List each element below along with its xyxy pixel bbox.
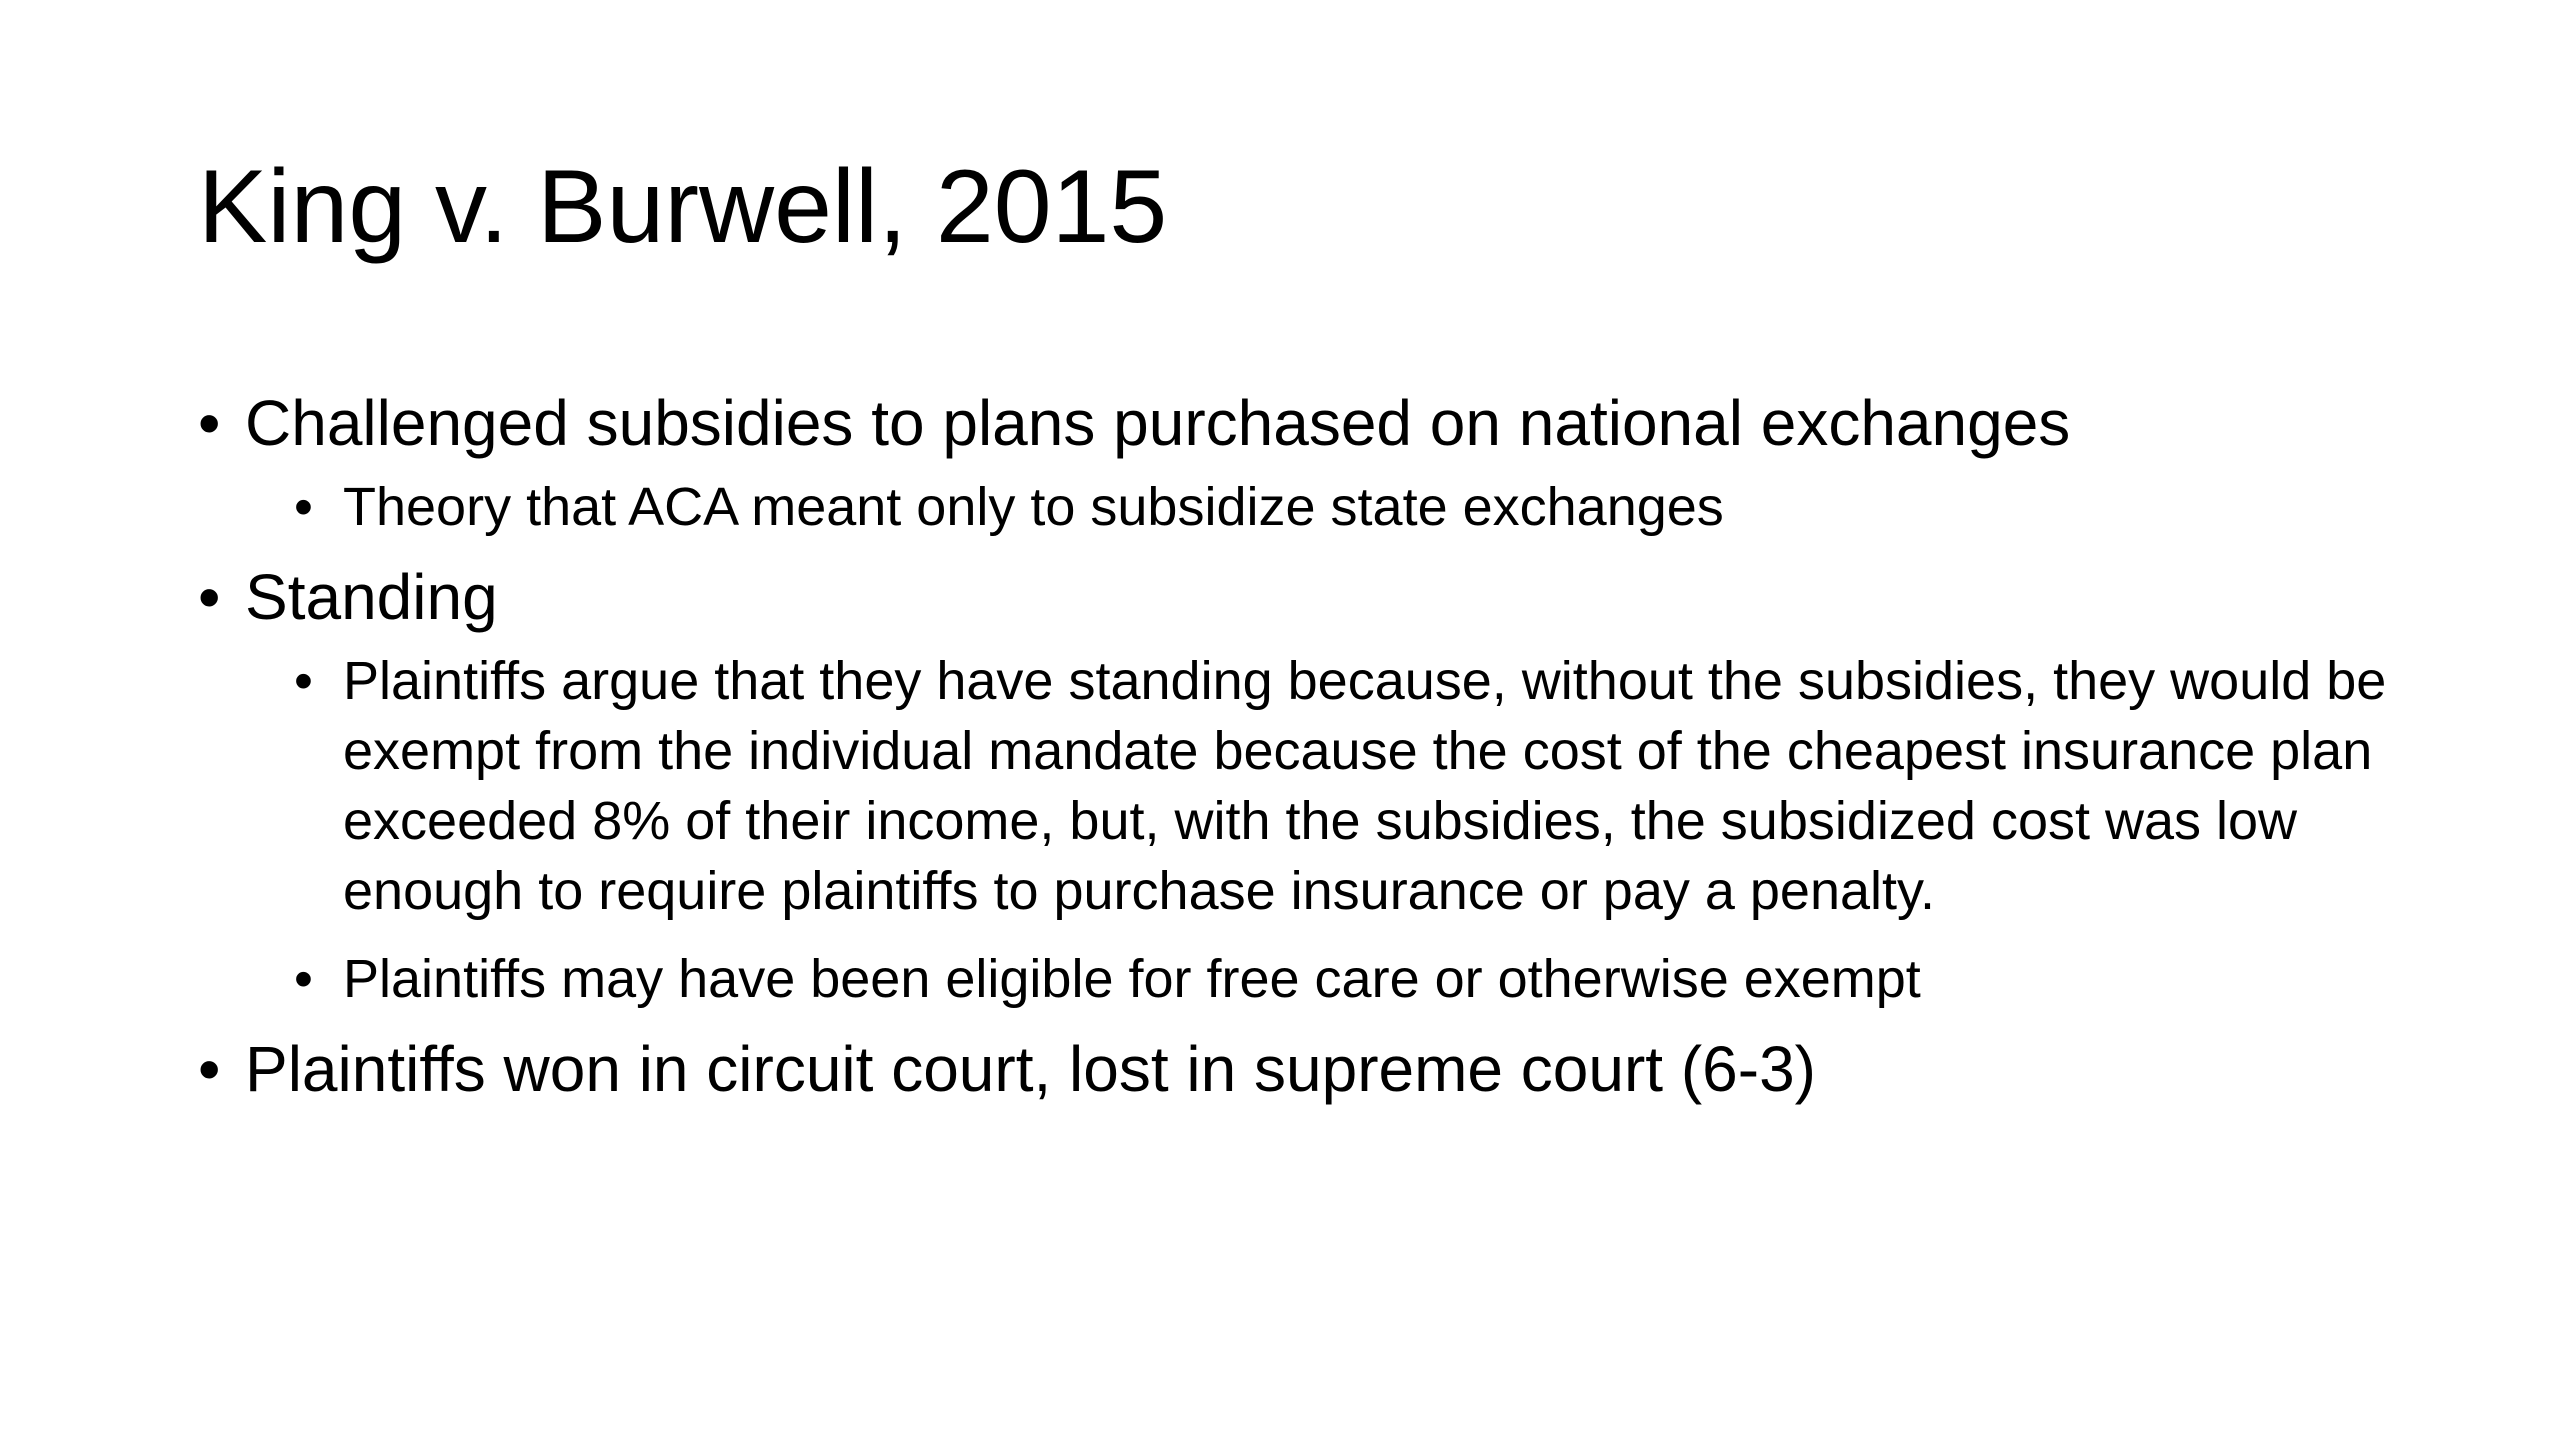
sub-bullet-list	[245, 646, 2438, 1015]
bullet-list	[198, 388, 2438, 1126]
bullet-item	[198, 562, 2438, 1015]
bullet-glyph: •	[198, 387, 221, 459]
bullet-item	[198, 388, 2438, 542]
bullet-text: Challenged subsidies to plans purchased on national exchanges	[245, 387, 2071, 459]
sub-bullet-glyph: •	[294, 949, 313, 1010]
sub-bullet-item	[245, 646, 2438, 927]
bullet-text: Plaintiffs won in circuit court, lost in supreme court (6-3)	[245, 1033, 1816, 1106]
sub-bullet-list	[245, 472, 2438, 542]
slide-title: King v. Burwell, 2015	[198, 149, 1168, 265]
sub-bullet-glyph: •	[294, 476, 313, 537]
sub-bullet-text: Theory that ACA meant only to subsidize state exchanges	[343, 476, 1724, 537]
sub-bullet-item	[245, 944, 2438, 1014]
bullet-item	[198, 1034, 2438, 1106]
sub-bullet-text: Plaintiffs argue that they have standing because, without the subsidies, they would be exempt from the individual mandate because the cost of the cheapest insurance plan exceeded 8% of their income, but, with the subsidies, the subsidized cost was low enough to require plaintiffs to purchase insurance or pay a penalty.	[343, 650, 2387, 922]
sub-bullet-glyph: •	[294, 650, 313, 711]
bullet-glyph: •	[198, 1033, 221, 1106]
bullet-glyph: •	[198, 560, 221, 633]
sub-bullet-item	[245, 472, 2438, 542]
bullet-text: Standing	[245, 560, 498, 633]
sub-bullet-text: Plaintiffs may have been eligible for free care or otherwise exempt	[343, 949, 1921, 1010]
